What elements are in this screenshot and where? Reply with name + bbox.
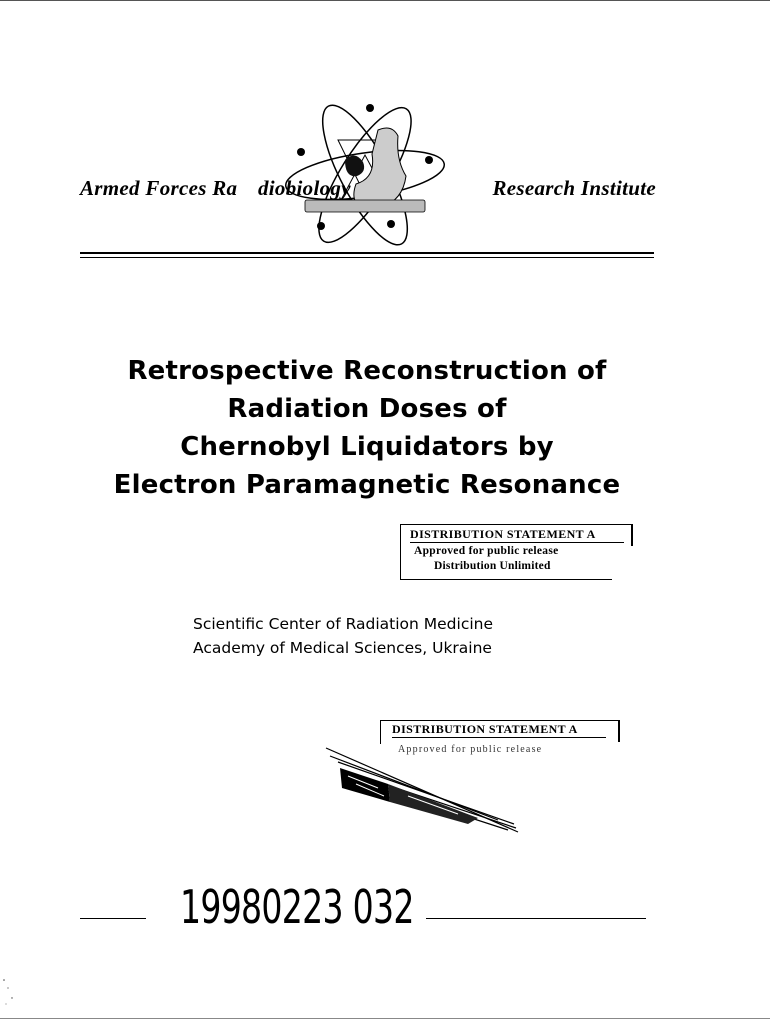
report-title [60,352,674,504]
stamp-frame [400,524,632,525]
accession-rule-left [80,918,146,919]
stamp-approval-line: Approved for public release [398,744,543,755]
affiliation [193,612,493,660]
title-line: Retrospective Reconstruction of [127,356,607,386]
affiliation-center: Scientific Center of Radiation Medicine [193,615,494,633]
stamp-frame [400,579,612,580]
title-line: Chernobyl Liquidators by [180,432,554,462]
stamp-frame [618,720,620,742]
accession-rule-right [426,918,646,919]
stamp-frame [400,524,401,579]
stamp-heading: DISTRIBUTION STATEMENT A [410,527,624,543]
stamp-heading: DISTRIBUTION STATEMENT A [392,722,606,738]
scan-streak-artifact [318,740,524,840]
institute-name-left: Armed Forces Ra [80,176,238,200]
institute-name-middle: diobiology [258,176,351,200]
title-line: Radiation Doses of [227,394,507,424]
accession-number: 19980223 032 [180,880,414,934]
institute-name-right: Research Institute [492,176,656,200]
scan-edge-bottom [0,1018,770,1019]
title-line: Electron Paramagnetic Resonance [113,470,621,500]
header-rule-thick [80,252,654,254]
affiliation-academy: Academy of Medical Sciences, Ukraine [193,639,492,657]
stamp-frame [631,524,633,546]
scan-specks-artifact [0,970,40,1010]
stamp-frame [380,720,620,721]
header-rule-thin [80,257,654,258]
stamp-distribution-line: Distribution Unlimited [434,560,551,572]
distribution-statement-stamp [400,524,633,580]
atom-emblem-icon [283,100,448,250]
stamp-approval-line: Approved for public release [414,545,559,557]
scan-edge-top [0,0,770,1]
